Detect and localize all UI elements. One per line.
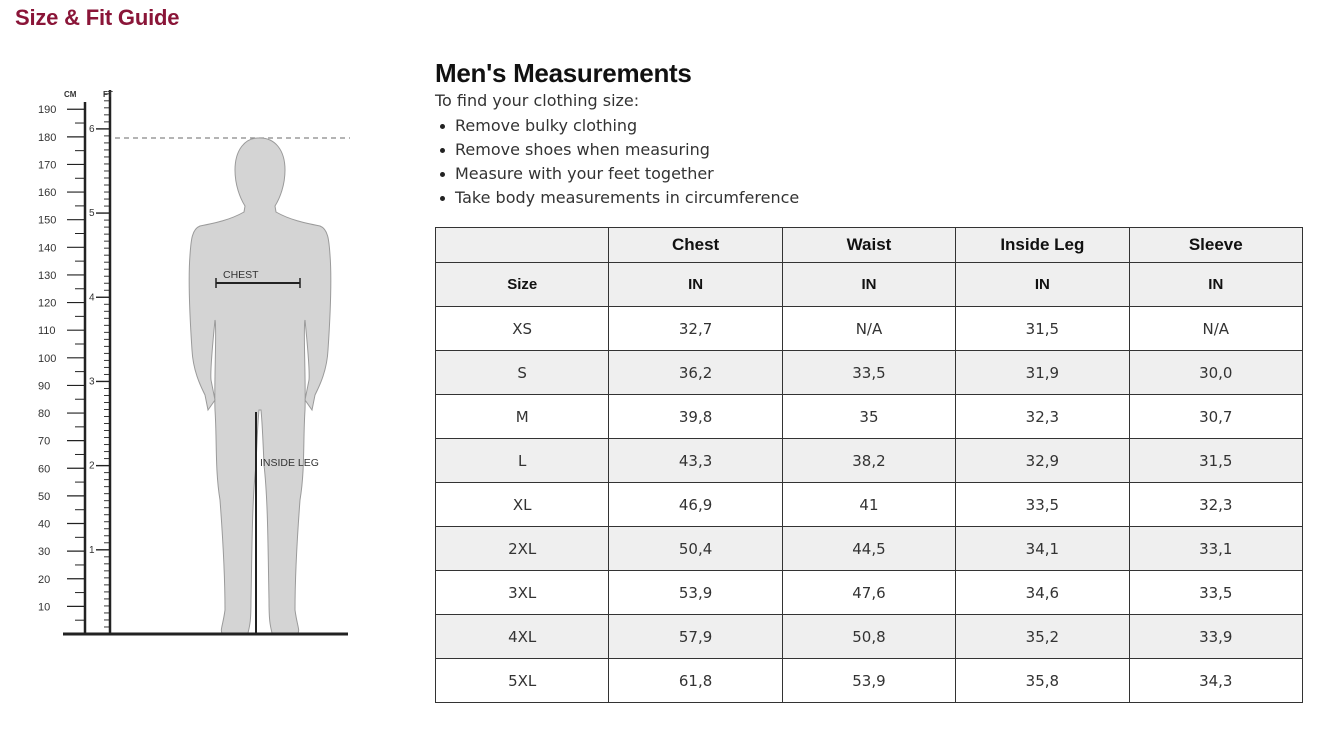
- ft-tick-label: 6: [89, 123, 95, 135]
- unit-cell-chest: IN: [609, 263, 782, 307]
- sleeve-cell: 33,1: [1129, 527, 1302, 571]
- cm-tick-label: 140: [38, 242, 57, 255]
- waist-cell: N/A: [782, 307, 955, 351]
- size-chart-table: [435, 227, 1303, 703]
- ft-tick-label: 3: [89, 376, 95, 388]
- cm-tick-label: 20: [38, 573, 51, 586]
- cm-tick-label: 170: [38, 159, 57, 172]
- height-chart-svg: [30, 80, 360, 650]
- measurements-heading: Men's Measurements: [435, 58, 692, 88]
- cm-tick-label: 190: [38, 104, 57, 117]
- tip-item: Take body measurements in circumference: [455, 186, 1305, 210]
- size-cell: 3XL: [436, 571, 609, 615]
- chest-cell: 39,8: [609, 395, 782, 439]
- sleeve-cell: N/A: [1129, 307, 1302, 351]
- chest-cell: 46,9: [609, 483, 782, 527]
- inside-leg-cell: 31,5: [956, 307, 1129, 351]
- height-chart-figure: [30, 80, 360, 650]
- measurement-tips-list: [435, 114, 1305, 210]
- sleeve-cell: 33,9: [1129, 615, 1302, 659]
- size-cell: L: [436, 439, 609, 483]
- measurements-section: [435, 58, 1305, 690]
- waist-cell: 33,5: [782, 351, 955, 395]
- chest-label: CHEST: [223, 269, 259, 281]
- size-cell: S: [436, 351, 609, 395]
- inside-leg-cell: 33,5: [956, 483, 1129, 527]
- chest-cell: 43,3: [609, 439, 782, 483]
- sleeve-cell: 33,5: [1129, 571, 1302, 615]
- ft-unit-label: FT: [103, 90, 113, 99]
- chest-cell: 32,7: [609, 307, 782, 351]
- table-row: [436, 351, 1303, 395]
- inside-leg-label: INSIDE LEG: [260, 457, 319, 469]
- waist-cell: 50,8: [782, 615, 955, 659]
- unit-cell-inside-leg: IN: [956, 263, 1129, 307]
- cm-tick-label: 160: [38, 187, 57, 200]
- chest-cell: 36,2: [609, 351, 782, 395]
- inside-leg-cell: 32,9: [956, 439, 1129, 483]
- table-row: [436, 439, 1303, 483]
- page-title: Size & Fit Guide: [15, 5, 180, 30]
- chest-cell: 57,9: [609, 615, 782, 659]
- chest-cell: 53,9: [609, 571, 782, 615]
- cm-unit-label: CM: [64, 90, 77, 99]
- waist-cell: 53,9: [782, 659, 955, 703]
- size-cell: 4XL: [436, 615, 609, 659]
- sleeve-cell: 30,0: [1129, 351, 1302, 395]
- inside-leg-cell: 31,9: [956, 351, 1129, 395]
- size-cell: 2XL: [436, 527, 609, 571]
- inside-leg-cell: 34,6: [956, 571, 1129, 615]
- table-row: [436, 527, 1303, 571]
- cm-tick-label: 130: [38, 269, 57, 282]
- table-row: [436, 659, 1303, 703]
- sleeve-cell: 30,7: [1129, 395, 1302, 439]
- measurements-intro: To find your clothing size:: [435, 91, 640, 110]
- waist-cell: 41: [782, 483, 955, 527]
- inside-leg-cell: 32,3: [956, 395, 1129, 439]
- sleeve-cell: 34,3: [1129, 659, 1302, 703]
- cm-tick-label: 80: [38, 408, 51, 421]
- size-cell: 5XL: [436, 659, 609, 703]
- chest-cell: 61,8: [609, 659, 782, 703]
- cm-tick-label: 50: [38, 490, 51, 503]
- column-header-blank: [436, 228, 609, 263]
- ft-tick-label: 5: [89, 208, 95, 220]
- cm-tick-label: 180: [38, 131, 57, 144]
- waist-cell: 44,5: [782, 527, 955, 571]
- tip-item: Remove bulky clothing: [455, 114, 1305, 138]
- tip-item: Measure with your feet together: [455, 162, 1305, 186]
- cm-tick-label: 30: [38, 546, 51, 559]
- size-cell: M: [436, 395, 609, 439]
- table-row: [436, 571, 1303, 615]
- ft-tick-label: 1: [89, 544, 95, 556]
- table-row: [436, 615, 1303, 659]
- height-ruler: [38, 90, 113, 634]
- sleeve-cell: 32,3: [1129, 483, 1302, 527]
- cm-tick-label: 40: [38, 518, 51, 531]
- table-units-row: [436, 263, 1303, 307]
- table-header-row: [436, 228, 1303, 263]
- body-silhouette: [189, 138, 331, 633]
- inside-leg-cell: 35,8: [956, 659, 1129, 703]
- size-cell: XS: [436, 307, 609, 351]
- cm-tick-label: 10: [38, 601, 51, 614]
- column-header-chest: Chest: [609, 228, 782, 263]
- cm-tick-label: 70: [38, 435, 51, 448]
- waist-cell: 35: [782, 395, 955, 439]
- cm-tick-label: 110: [38, 325, 56, 338]
- inside-leg-cell: 35,2: [956, 615, 1129, 659]
- cm-tick-label: 120: [38, 297, 57, 310]
- inside-leg-cell: 34,1: [956, 527, 1129, 571]
- column-header-sleeve: Sleeve: [1129, 228, 1302, 263]
- cm-tick-label: 90: [38, 380, 51, 393]
- size-cell: XL: [436, 483, 609, 527]
- ft-tick-label: 2: [89, 460, 95, 472]
- column-header-inside-leg: Inside Leg: [956, 228, 1129, 263]
- table-row: [436, 483, 1303, 527]
- table-row: [436, 395, 1303, 439]
- sleeve-cell: 31,5: [1129, 439, 1302, 483]
- cm-tick-label: 100: [38, 352, 57, 365]
- unit-cell-size: Size: [436, 263, 609, 307]
- waist-cell: 38,2: [782, 439, 955, 483]
- ft-tick-label: 4: [89, 292, 95, 304]
- chest-cell: 50,4: [609, 527, 782, 571]
- column-header-waist: Waist: [782, 228, 955, 263]
- waist-cell: 47,6: [782, 571, 955, 615]
- tip-item: Remove shoes when measuring: [455, 138, 1305, 162]
- unit-cell-sleeve: IN: [1129, 263, 1302, 307]
- cm-tick-label: 60: [38, 463, 51, 476]
- cm-tick-label: 150: [38, 214, 57, 227]
- table-row: [436, 307, 1303, 351]
- table-body: [436, 307, 1303, 703]
- unit-cell-waist: IN: [782, 263, 955, 307]
